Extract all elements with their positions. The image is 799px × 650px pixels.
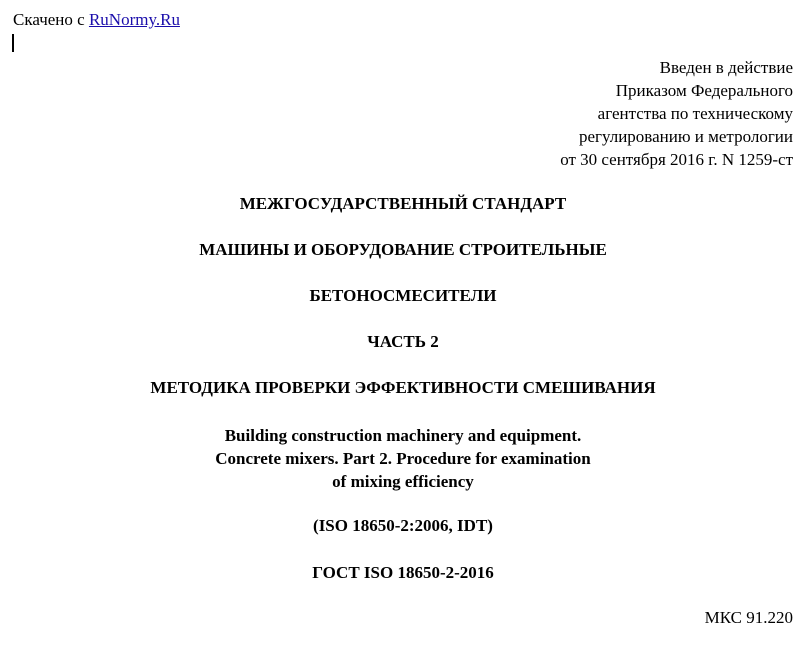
- approval-line: Введен в действие: [659, 58, 793, 77]
- source-prefix: Скачено с: [13, 10, 85, 29]
- runormy-link[interactable]: RuNormy.Ru: [88, 10, 180, 29]
- approval-line: регулированию и метрологии: [578, 127, 793, 146]
- approval-line: Приказом Федерального: [615, 81, 793, 100]
- gost-designation: ГОСТ ISO 18650-2-2016: [312, 563, 494, 582]
- english-title-line: Building construction machinery and equipment.: [224, 426, 582, 445]
- category-heading: МАШИНЫ И ОБОРУДОВАНИЕ СТРОИТЕЛЬНЫЕ: [199, 240, 607, 259]
- mks-code: МКС 91.220: [704, 608, 793, 627]
- title-heading: МЕТОДИКА ПРОВЕРКИ ЭФФЕКТИВНОСТИ СМЕШИВАНИЯ: [150, 378, 656, 397]
- english-title-line: of mixing efficiency: [332, 472, 474, 491]
- english-title-line: Concrete mixers. Part 2. Procedure for examination: [215, 449, 591, 468]
- subject-heading: БЕТОНОСМЕСИТЕЛИ: [309, 286, 497, 305]
- source-line: [13, 10, 180, 30]
- approval-line: агентства по техническому: [597, 104, 793, 123]
- text-cursor: [12, 34, 14, 52]
- approval-block: [560, 56, 793, 171]
- part-heading: ЧАСТЬ 2: [367, 332, 439, 351]
- approval-line: от 30 сентября 2016 г. N 1259-ст: [560, 150, 793, 169]
- standard-type-heading: МЕЖГОСУДАРСТВЕННЫЙ СТАНДАРТ: [239, 194, 567, 213]
- iso-reference: (ISO 18650-2:2006, IDT): [313, 516, 493, 535]
